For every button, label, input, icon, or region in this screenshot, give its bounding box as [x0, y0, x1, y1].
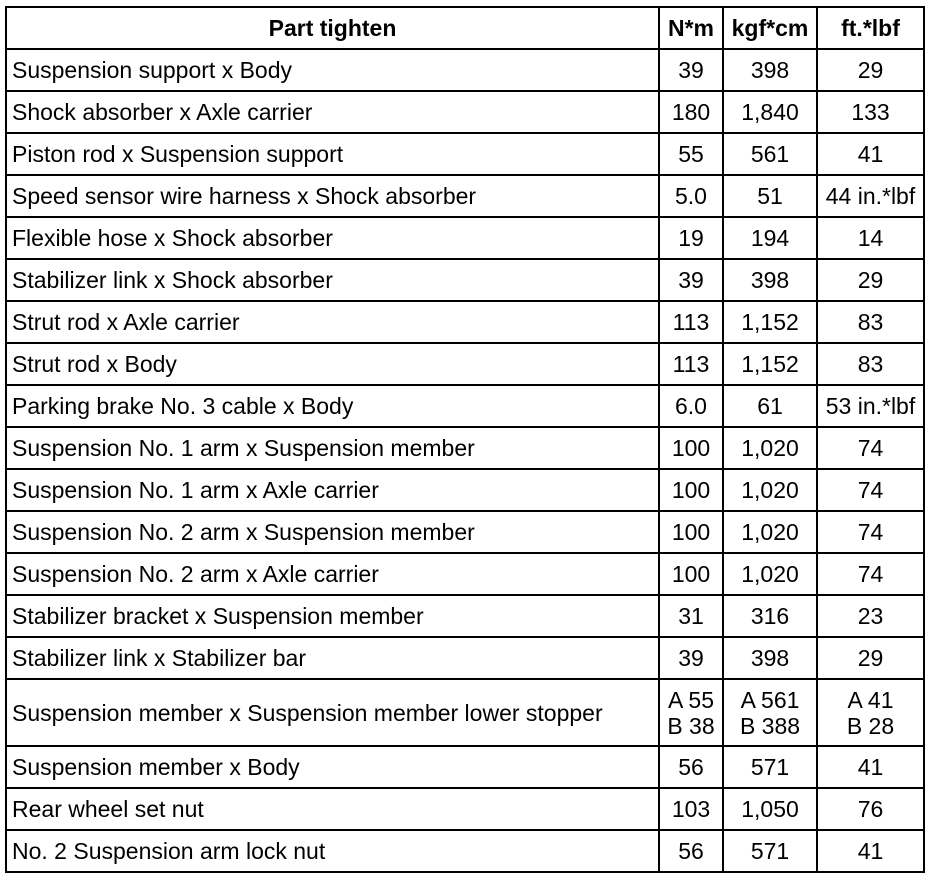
header-ftlbf: ft.*lbf	[817, 7, 924, 49]
torque-value: 113	[672, 309, 710, 335]
part-name-cell: Stabilizer link x Stabilizer bar	[6, 637, 659, 679]
torque-spec-table	[5, 6, 925, 873]
torque-value: 1,152	[741, 309, 799, 335]
table-row	[6, 595, 924, 637]
torque-value: 1,050	[741, 796, 799, 822]
table-row	[6, 679, 924, 746]
torque-ftlbf-cell	[817, 133, 924, 175]
part-name-cell: Speed sensor wire harness x Shock absorber	[6, 175, 659, 217]
torque-value: 41	[857, 838, 884, 864]
table-row	[6, 259, 924, 301]
torque-nm-cell	[659, 679, 723, 746]
torque-value: 31	[678, 603, 704, 629]
torque-ftlbf-cell	[817, 427, 924, 469]
torque-value: 100	[671, 519, 711, 545]
torque-kgfcm-cell	[723, 343, 817, 385]
torque-value: A 55	[667, 686, 715, 713]
table-row	[6, 746, 924, 788]
table-header-row	[6, 7, 924, 49]
torque-value: 29	[857, 57, 884, 83]
torque-nm-cell	[659, 217, 723, 259]
table-row	[6, 91, 924, 133]
torque-value: 1,020	[741, 477, 799, 503]
table-body	[6, 49, 924, 872]
torque-kgfcm-cell	[723, 830, 817, 872]
part-name-cell: No. 2 Suspension arm lock nut	[6, 830, 659, 872]
torque-nm-cell	[659, 637, 723, 679]
table-row	[6, 301, 924, 343]
torque-kgfcm-cell	[723, 259, 817, 301]
torque-value: 23	[857, 603, 884, 629]
torque-kgfcm-cell	[723, 469, 817, 511]
table-row	[6, 637, 924, 679]
torque-ftlbf-cell	[817, 385, 924, 427]
header-kgfcm: kgf*cm	[723, 7, 817, 49]
torque-value: 398	[750, 57, 790, 83]
torque-nm-cell	[659, 427, 723, 469]
torque-value: 74	[857, 561, 884, 587]
part-name-cell: Flexible hose x Shock absorber	[6, 217, 659, 259]
torque-ftlbf-cell	[817, 301, 924, 343]
torque-nm-cell	[659, 259, 723, 301]
torque-nm-cell	[659, 553, 723, 595]
torque-ftlbf-cell	[817, 788, 924, 830]
part-name-cell: Suspension No. 1 arm x Suspension member	[6, 427, 659, 469]
torque-value: 44 in.*lbf	[825, 183, 916, 209]
torque-ftlbf-cell	[817, 830, 924, 872]
torque-value: 61	[757, 393, 783, 419]
table-row	[6, 788, 924, 830]
torque-kgfcm-cell	[723, 637, 817, 679]
torque-value: 29	[857, 267, 884, 293]
torque-value: 100	[671, 435, 711, 461]
torque-value: 133	[851, 99, 890, 125]
table-row	[6, 133, 924, 175]
table-row	[6, 217, 924, 259]
torque-value: 194	[750, 225, 790, 251]
torque-ftlbf-cell	[817, 511, 924, 553]
torque-value: 1,020	[741, 561, 799, 587]
torque-value: 1,152	[741, 351, 799, 377]
torque-kgfcm-cell	[723, 133, 817, 175]
torque-value: 571	[750, 754, 790, 780]
part-name-cell: Suspension No. 2 arm x Suspension member	[6, 511, 659, 553]
torque-nm-cell	[659, 133, 723, 175]
part-name-cell: Piston rod x Suspension support	[6, 133, 659, 175]
torque-kgfcm-cell	[723, 217, 817, 259]
torque-ftlbf-cell	[817, 49, 924, 91]
torque-ftlbf-cell	[817, 746, 924, 788]
torque-value: 51	[757, 183, 783, 209]
torque-kgfcm-cell	[723, 595, 817, 637]
torque-nm-cell	[659, 385, 723, 427]
torque-nm-cell	[659, 469, 723, 511]
torque-ftlbf-cell	[817, 469, 924, 511]
torque-value: 55	[678, 141, 704, 167]
torque-value: 39	[678, 57, 704, 83]
part-name-cell: Suspension member x Body	[6, 746, 659, 788]
torque-value: 19	[678, 225, 704, 251]
table-row	[6, 343, 924, 385]
torque-value: 56	[678, 754, 704, 780]
part-name-cell: Suspension No. 2 arm x Axle carrier	[6, 553, 659, 595]
table-row	[6, 49, 924, 91]
torque-value: 41	[857, 141, 884, 167]
torque-ftlbf-cell	[817, 343, 924, 385]
part-name-cell: Strut rod x Body	[6, 343, 659, 385]
torque-ftlbf-cell	[817, 175, 924, 217]
torque-kgfcm-cell	[723, 91, 817, 133]
table-row	[6, 175, 924, 217]
part-name-cell: Suspension support x Body	[6, 49, 659, 91]
torque-kgfcm-cell	[723, 746, 817, 788]
part-name-cell: Suspension No. 1 arm x Axle carrier	[6, 469, 659, 511]
torque-value: B 28	[846, 712, 895, 739]
part-name-cell: Rear wheel set nut	[6, 788, 659, 830]
table-row	[6, 427, 924, 469]
torque-value: 74	[857, 519, 884, 545]
torque-value: 398	[750, 267, 790, 293]
part-name-cell: Parking brake No. 3 cable x Body	[6, 385, 659, 427]
torque-value: 6.0	[675, 393, 707, 419]
torque-ftlbf-cell	[817, 91, 924, 133]
torque-value: 56	[678, 838, 704, 864]
torque-nm-cell	[659, 830, 723, 872]
torque-kgfcm-cell	[723, 511, 817, 553]
torque-ftlbf-cell	[817, 553, 924, 595]
torque-value: 74	[857, 435, 884, 461]
torque-ftlbf-cell	[817, 259, 924, 301]
torque-value: 1,020	[741, 519, 799, 545]
torque-value: 180	[671, 99, 711, 125]
torque-value: 76	[857, 796, 884, 822]
torque-kgfcm-cell	[723, 553, 817, 595]
torque-ftlbf-cell	[817, 679, 924, 746]
header-nm: N*m	[659, 7, 723, 49]
torque-value: 74	[857, 477, 884, 503]
torque-kgfcm-cell	[723, 427, 817, 469]
torque-value: 83	[857, 351, 884, 377]
torque-value: 39	[678, 267, 704, 293]
torque-value: B 388	[739, 712, 801, 739]
torque-nm-cell	[659, 175, 723, 217]
torque-value: 103	[671, 796, 711, 822]
torque-value: A 41	[847, 686, 894, 713]
torque-kgfcm-cell	[723, 788, 817, 830]
torque-value: 41	[857, 754, 884, 780]
torque-value: 29	[857, 645, 884, 671]
part-name-cell: Shock absorber x Axle carrier	[6, 91, 659, 133]
torque-value: 398	[750, 645, 790, 671]
torque-nm-cell	[659, 91, 723, 133]
table-row	[6, 830, 924, 872]
torque-ftlbf-cell	[817, 637, 924, 679]
torque-kgfcm-cell	[723, 385, 817, 427]
torque-nm-cell	[659, 49, 723, 91]
torque-nm-cell	[659, 746, 723, 788]
torque-ftlbf-cell	[817, 595, 924, 637]
torque-kgfcm-cell	[723, 49, 817, 91]
torque-kgfcm-cell	[723, 175, 817, 217]
torque-value: 100	[671, 477, 711, 503]
header-part: Part tighten	[6, 7, 659, 49]
torque-value: 14	[857, 225, 884, 251]
torque-value: 1,020	[741, 435, 799, 461]
torque-value: 561	[750, 141, 790, 167]
torque-value: 39	[678, 645, 704, 671]
torque-value: 316	[750, 603, 790, 629]
torque-nm-cell	[659, 511, 723, 553]
torque-value: 113	[672, 351, 710, 377]
part-name-cell: Suspension member x Suspension member lower stopper	[6, 679, 659, 746]
torque-value: 53 in.*lbf	[825, 393, 916, 419]
torque-nm-cell	[659, 595, 723, 637]
part-name-cell: Stabilizer bracket x Suspension member	[6, 595, 659, 637]
torque-value: A 561	[740, 686, 800, 713]
torque-nm-cell	[659, 301, 723, 343]
torque-nm-cell	[659, 788, 723, 830]
torque-value: 1,840	[741, 99, 799, 125]
torque-value: 83	[857, 309, 884, 335]
table-row	[6, 385, 924, 427]
torque-value: 100	[671, 561, 711, 587]
torque-value: B 38	[667, 712, 715, 739]
table-row	[6, 553, 924, 595]
torque-ftlbf-cell	[817, 217, 924, 259]
part-name-cell: Strut rod x Axle carrier	[6, 301, 659, 343]
torque-value: 571	[750, 838, 790, 864]
torque-kgfcm-cell	[723, 679, 817, 746]
torque-value: 5.0	[675, 183, 707, 209]
table-row	[6, 511, 924, 553]
torque-nm-cell	[659, 343, 723, 385]
torque-kgfcm-cell	[723, 301, 817, 343]
part-name-cell: Stabilizer link x Shock absorber	[6, 259, 659, 301]
table-row	[6, 469, 924, 511]
